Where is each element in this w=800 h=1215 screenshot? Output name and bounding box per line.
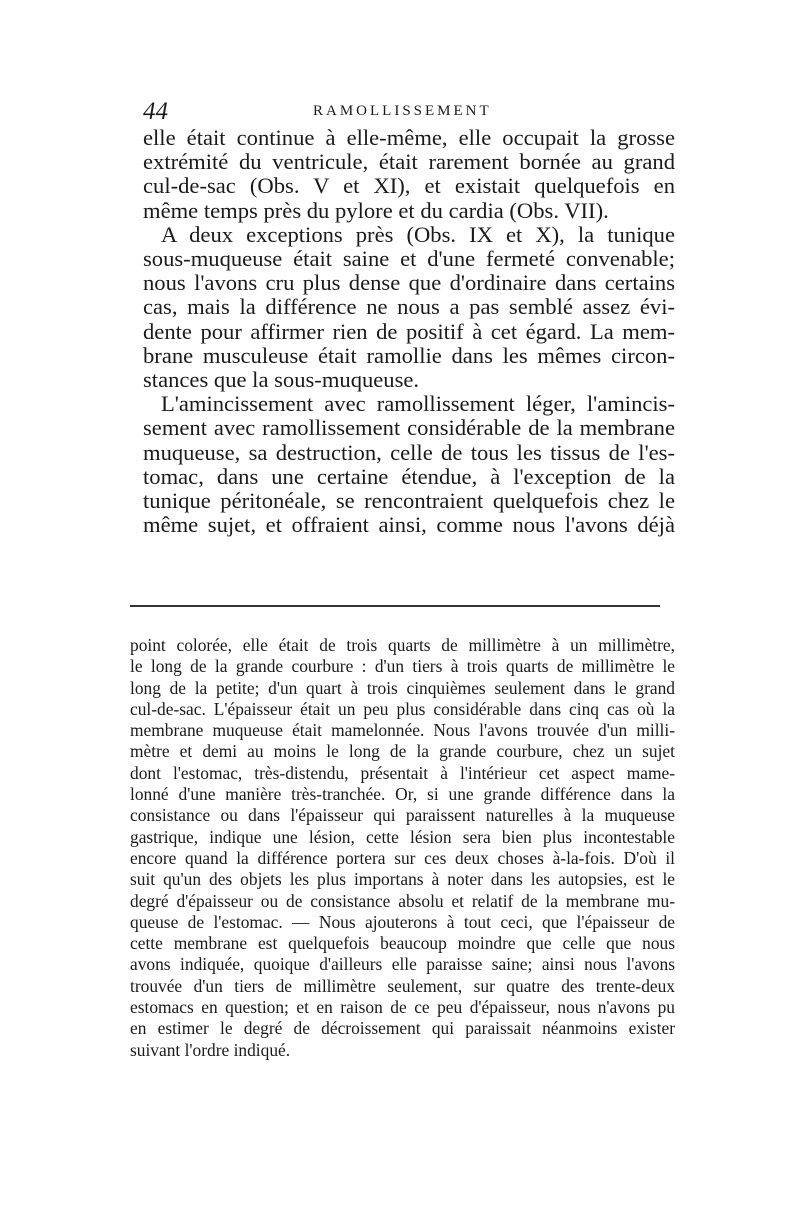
footnote-line: gastrique, indique une lésion, cette lésion sera bien plus incontestable <box>130 826 675 847</box>
footnote-line: cette membrane est quelquefois beaucoup moindre que celle que nous <box>130 933 675 954</box>
footnote-line: consistance ou dans l'épaisseur qui paraissent naturelles à la muqueuse <box>130 805 675 826</box>
text-line: extrémité du ventricule, était rarement bornée au grand <box>143 149 675 175</box>
text-line: L'amincissement avec ramollissement léger, l'amincis- <box>161 391 675 417</box>
footnote-line: mètre et demi au moins le long de la grande courbure, chez un sujet <box>130 741 675 762</box>
text-line: même temps près du pylore et du cardia (Obs. VII). <box>143 197 609 223</box>
text-line: tunique péritonéale, se rencontraient quelquefois chez le <box>143 488 675 514</box>
text-line: nous l'avons cru plus dense que d'ordinaire dans certains <box>143 270 675 296</box>
text-line: sement avec ramollissement considérable de la membrane <box>143 415 675 441</box>
text-line: stances que la sous-muqueuse. <box>143 367 420 393</box>
text-line: même sujet, et offraient ainsi, comme nous l'avons déjà <box>143 512 675 538</box>
footnote-line: en estimer le degré de décroissement qui paraissait néanmoins exister <box>130 1018 675 1039</box>
footnote-separator <box>130 605 660 607</box>
page-number: 44 <box>143 98 168 125</box>
text-line: tomac, dans une certaine étendue, à l'exception de la <box>143 463 675 489</box>
footnote-line: long de la petite; d'un quart à trois cinquièmes seulement dans le grand <box>130 677 675 698</box>
page-header <box>143 98 673 126</box>
footnote-line: estomacs en question; et en raison de ce peu d'épaisseur, nous n'avons pu <box>130 997 675 1018</box>
footnote-line: suit qu'un des objets les plus importans à noter dans les autopsies, est le <box>130 869 675 890</box>
footnote-line: lonné d'une manière très-tranchée. Or, si une grande différence dans la <box>130 784 675 805</box>
footnote-line: trouvée d'un tiers de millimètre seulement, sur quatre des trente-deux <box>130 975 675 996</box>
footnote-line: encore quand la différence portera sur ces deux choses à-la-fois. D'où il <box>130 847 675 868</box>
footnote-line: degré d'épaisseur ou de consistance absolu et relatif de la membrane mu- <box>130 890 675 911</box>
text-line: elle était continue à elle-même, elle occupait la grosse <box>143 125 675 150</box>
text-line: cul-de-sac (Obs. V et XI), et existait quelquefois en <box>143 173 675 199</box>
text-line: muqueuse, sa destruction, celle de tous les tissus de l'es- <box>143 439 675 465</box>
footnote-line: point colorée, elle était de trois quarts de millimètre à un millimètre, <box>130 635 675 655</box>
text-line: dente pour affirmer rien de positif à cet égard. La mem- <box>143 318 675 344</box>
footnote-line: dont l'estomac, très-distendu, présentait à l'intérieur cet aspect mame- <box>130 762 675 783</box>
footnote-line: cul-de-sac. L'épaisseur était un peu plus considérable dans cinq cas où la <box>130 698 675 719</box>
running-head: RAMOLLISSEMENT <box>313 103 492 119</box>
footnote-line: avons indiquée, quoique d'ailleurs elle paraisse saine; ainsi nous l'avons <box>130 954 675 975</box>
main-text <box>143 126 675 537</box>
text-line: sous-muqueuse était saine et d'une fermeté convenable; <box>143 246 675 272</box>
text-line: cas, mais la différence ne nous a pas semblé assez évi- <box>143 294 675 320</box>
footnote-line: le long de la grande courbure : d'un tiers à trois quarts de millimètre le <box>130 656 675 677</box>
footnote <box>130 635 675 1061</box>
text-line: brane musculeuse était ramollie dans les mêmes circon- <box>143 342 675 368</box>
footnote-line: queuse de l'estomac. — Nous ajouterons à tout ceci, que l'épaisseur de <box>130 911 675 932</box>
footnote-line: suivant l'ordre indiqué. <box>130 1039 291 1060</box>
footnote-line: membrane muqueuse était mamelonnée. Nous l'avons trouvée d'un milli- <box>130 720 675 741</box>
text-line: A deux exceptions près (Obs. IX et X), la tunique <box>161 221 675 247</box>
